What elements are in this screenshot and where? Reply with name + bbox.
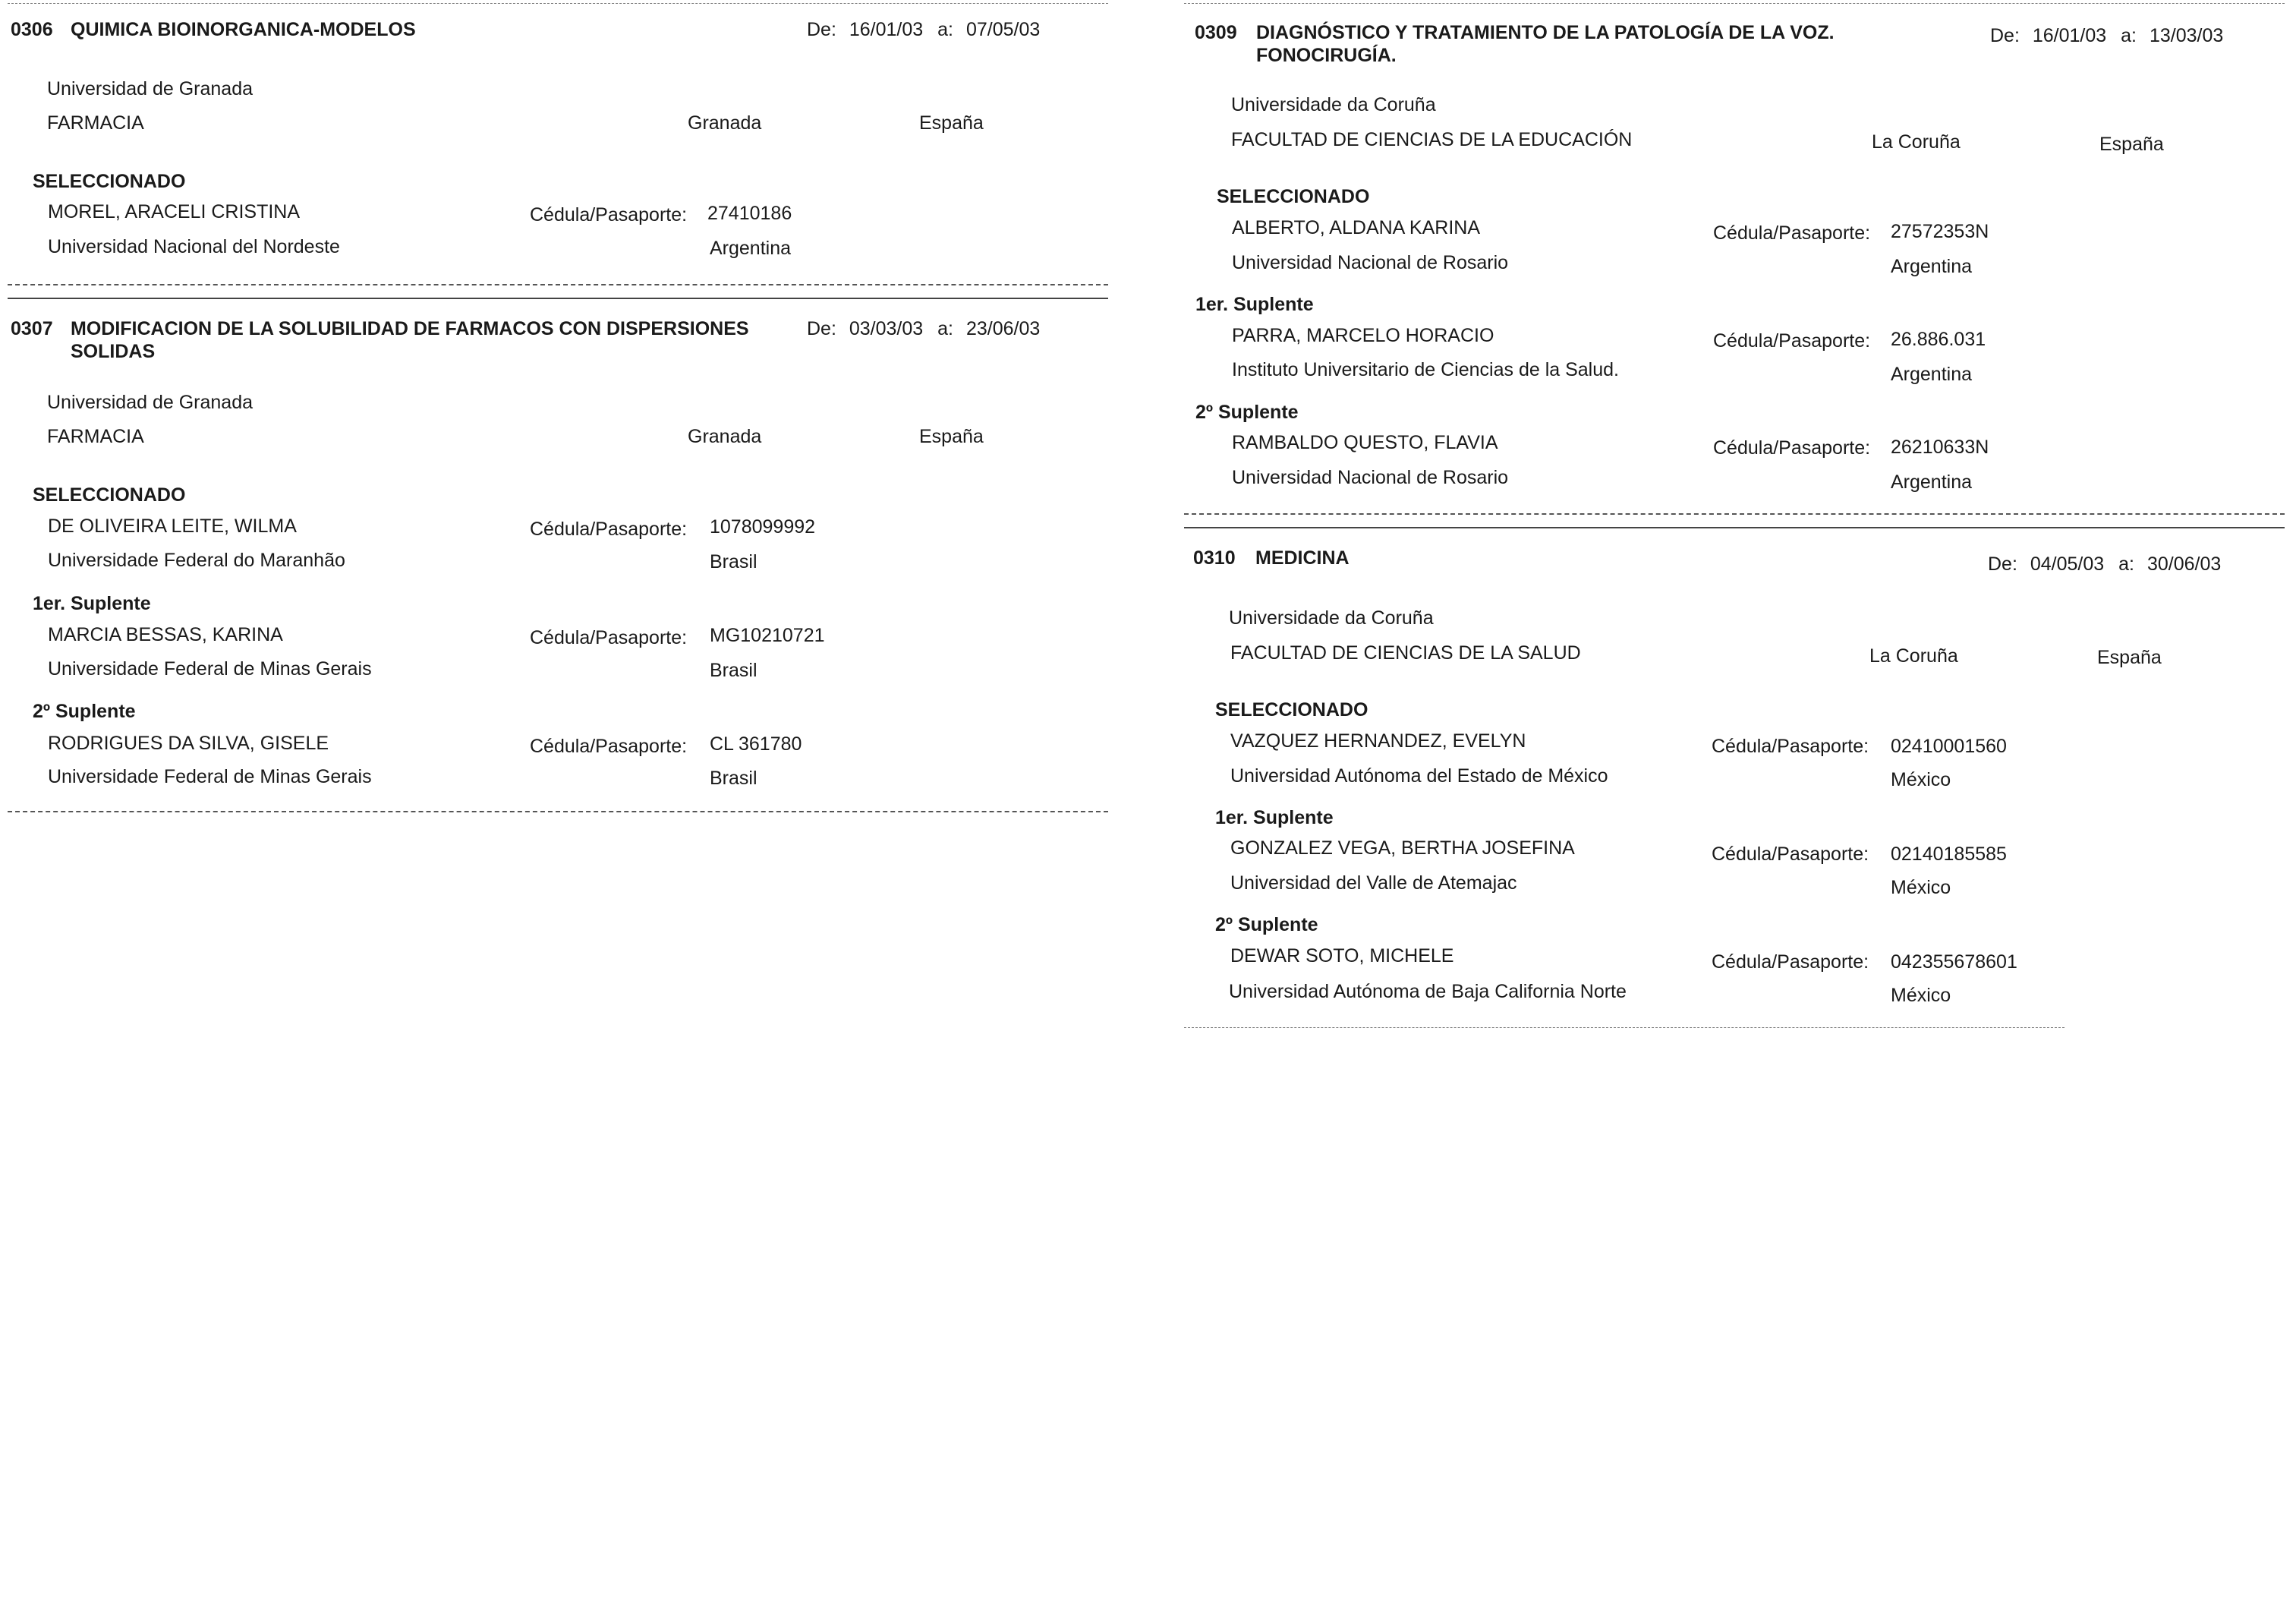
- cedula-label: Cédula/Pasaporte:: [530, 627, 688, 648]
- entry-code: 0309: [1195, 22, 1237, 43]
- entry-code: 0306: [11, 19, 53, 40]
- person-country: México: [1891, 985, 1951, 1006]
- person-institution: Universidad Nacional del Nordeste: [48, 236, 340, 257]
- role-label: SELECCIONADO: [33, 484, 186, 506]
- to-label: a:: [937, 318, 953, 339]
- host-faculty: FARMACIA: [47, 426, 144, 447]
- top-separator-right: [1184, 3, 2285, 4]
- cedula-value: 27572353N: [1891, 221, 1989, 242]
- person-name: MARCIA BESSAS, KARINA: [48, 624, 283, 645]
- person-country: México: [1891, 877, 1951, 898]
- cedula-value: 26.886.031: [1891, 329, 1986, 350]
- person-name: ALBERTO, ALDANA KARINA: [1232, 217, 1480, 238]
- cedula-label: Cédula/Pasaporte:: [530, 736, 688, 757]
- host-university: Universidad de Granada: [47, 392, 253, 413]
- date-range: [1988, 553, 2221, 575]
- person-country: México: [1891, 769, 1951, 790]
- host-city: Granada: [688, 426, 762, 447]
- top-separator-left: [8, 3, 1108, 4]
- cedula-label: Cédula/Pasaporte:: [1712, 844, 1869, 865]
- entry-title: MODIFICACION DE LA SOLUBILIDAD DE FARMACOS CON DISPERSIONES SOLIDAS: [71, 318, 749, 362]
- role-label: SELECCIONADO: [1217, 186, 1370, 207]
- role-label: 2º Suplente: [33, 701, 136, 722]
- entry-title: MEDICINA: [1255, 547, 1350, 569]
- person-institution: Universidade Federal do Maranhão: [48, 550, 345, 571]
- person-name: MOREL, ARACELI CRISTINA: [48, 201, 301, 222]
- to-date: 07/05/03: [965, 19, 1041, 40]
- cedula-value: 27410186: [707, 203, 792, 224]
- to-date: 13/03/03: [2149, 25, 2224, 46]
- to-label: a:: [2121, 25, 2137, 46]
- from-label: De:: [807, 318, 836, 339]
- separator-0306-0307-b: [8, 298, 1108, 299]
- separator-0306-0307: [8, 284, 1108, 285]
- host-country: España: [919, 426, 984, 447]
- cedula-label: Cédula/Pasaporte:: [1713, 437, 1871, 459]
- person-country: Argentina: [1891, 256, 1973, 277]
- host-country: España: [2097, 647, 2162, 668]
- person-institution: Universidad Autónoma de Baja California Norte: [1229, 981, 1627, 1002]
- person-country: Argentina: [1891, 471, 1973, 493]
- cedula-label: Cédula/Pasaporte:: [1712, 951, 1869, 973]
- person-name: PARRA, MARCELO HORACIO: [1232, 325, 1494, 346]
- host-university: Universidade da Coruña: [1231, 94, 1436, 115]
- separator-0309-0310-b: [1184, 527, 2285, 528]
- person-institution: Universidad del Valle de Atemajac: [1230, 872, 1517, 894]
- separator-0310-end: [1184, 1027, 2065, 1028]
- to-label: a:: [937, 19, 953, 40]
- from-label: De:: [807, 19, 836, 40]
- cedula-value: MG10210721: [710, 625, 825, 646]
- role-label: 1er. Suplente: [33, 593, 151, 614]
- person-institution: Universidad Autónoma del Estado de México: [1230, 765, 1608, 787]
- cedula-value: 02410001560: [1891, 736, 2007, 757]
- cedula-value: 02140185585: [1891, 844, 2007, 865]
- host-city: Granada: [688, 112, 762, 134]
- person-name: GONZALEZ VEGA, BERTHA JOSEFINA: [1230, 837, 1575, 859]
- from-label: De:: [1990, 25, 2020, 46]
- person-name: RODRIGUES DA SILVA, GISELE: [48, 733, 329, 754]
- person-country: Argentina: [1891, 364, 1973, 385]
- from-label: De:: [1988, 553, 2017, 575]
- date-range: [1990, 24, 2223, 47]
- cedula-label: Cédula/Pasaporte:: [1713, 330, 1871, 352]
- cedula-value: 1078099992: [710, 516, 816, 538]
- from-date: 16/01/03: [849, 19, 924, 40]
- person-institution: Universidad Nacional de Rosario: [1232, 467, 1509, 488]
- cedula-label: Cédula/Pasaporte:: [1713, 222, 1871, 244]
- cedula-value: 26210633N: [1891, 437, 1989, 458]
- person-name: DEWAR SOTO, MICHELE: [1230, 945, 1454, 967]
- from-date: 03/03/03: [849, 318, 924, 339]
- person-country: Brasil: [710, 660, 757, 681]
- person-name: RAMBALDO QUESTO, FLAVIA: [1232, 432, 1498, 453]
- host-city: La Coruña: [1872, 131, 1961, 153]
- host-university: Universidade da Coruña: [1229, 607, 1434, 629]
- date-range: [807, 18, 1040, 41]
- person-name: DE OLIVEIRA LEITE, WILMA: [48, 516, 297, 537]
- cedula-label: Cédula/Pasaporte:: [530, 519, 688, 540]
- date-range: [807, 317, 1040, 340]
- entry-code: 0310: [1193, 547, 1236, 569]
- cedula-label: Cédula/Pasaporte:: [530, 204, 688, 225]
- host-faculty: FARMACIA: [47, 112, 144, 134]
- role-label: 2º Suplente: [1195, 402, 1299, 423]
- person-institution: Instituto Universitario de Ciencias de la Salud.: [1232, 359, 1619, 380]
- host-faculty: FACULTAD DE CIENCIAS DE LA EDUCACIÓN: [1231, 129, 1633, 150]
- from-date: 16/01/03: [2032, 25, 2107, 46]
- separator-0309-0310: [1184, 513, 2285, 515]
- host-faculty: FACULTAD DE CIENCIAS DE LA SALUD: [1230, 642, 1581, 664]
- person-country: Argentina: [710, 238, 792, 259]
- cedula-value: CL 361780: [710, 733, 802, 755]
- separator-0307-end: [8, 811, 1108, 812]
- cedula-label: Cédula/Pasaporte:: [1712, 736, 1869, 757]
- role-label: 1er. Suplente: [1195, 294, 1314, 315]
- role-label: SELECCIONADO: [33, 171, 186, 192]
- entry-title: QUIMICA BIOINORGANICA-MODELOS: [71, 19, 416, 40]
- role-label: SELECCIONADO: [1215, 699, 1368, 721]
- from-date: 04/05/03: [2030, 553, 2105, 575]
- host-country: España: [919, 112, 984, 134]
- host-country: España: [2099, 134, 2164, 155]
- role-label: 1er. Suplente: [1215, 807, 1334, 828]
- person-country: Brasil: [710, 768, 757, 789]
- entry-code: 0307: [11, 318, 53, 339]
- role-label: 2º Suplente: [1215, 914, 1318, 935]
- host-city: La Coruña: [1869, 645, 1958, 667]
- person-institution: Universidad Nacional de Rosario: [1232, 252, 1509, 273]
- cedula-value: 042355678601: [1891, 951, 2017, 973]
- entry-title: DIAGNÓSTICO Y TRATAMIENTO DE LA PATOLOGÍA DE LA VOZ. FONOCIRUGÍA.: [1256, 22, 1835, 66]
- person-institution: Universidade Federal de Minas Gerais: [48, 658, 372, 680]
- to-date: 23/06/03: [965, 318, 1041, 339]
- person-country: Brasil: [710, 551, 757, 572]
- person-institution: Universidade Federal de Minas Gerais: [48, 766, 372, 787]
- to-label: a:: [2118, 553, 2134, 575]
- person-name: VAZQUEZ HERNANDEZ, EVELYN: [1230, 730, 1526, 752]
- to-date: 30/06/03: [2146, 553, 2222, 575]
- host-university: Universidad de Granada: [47, 78, 253, 99]
